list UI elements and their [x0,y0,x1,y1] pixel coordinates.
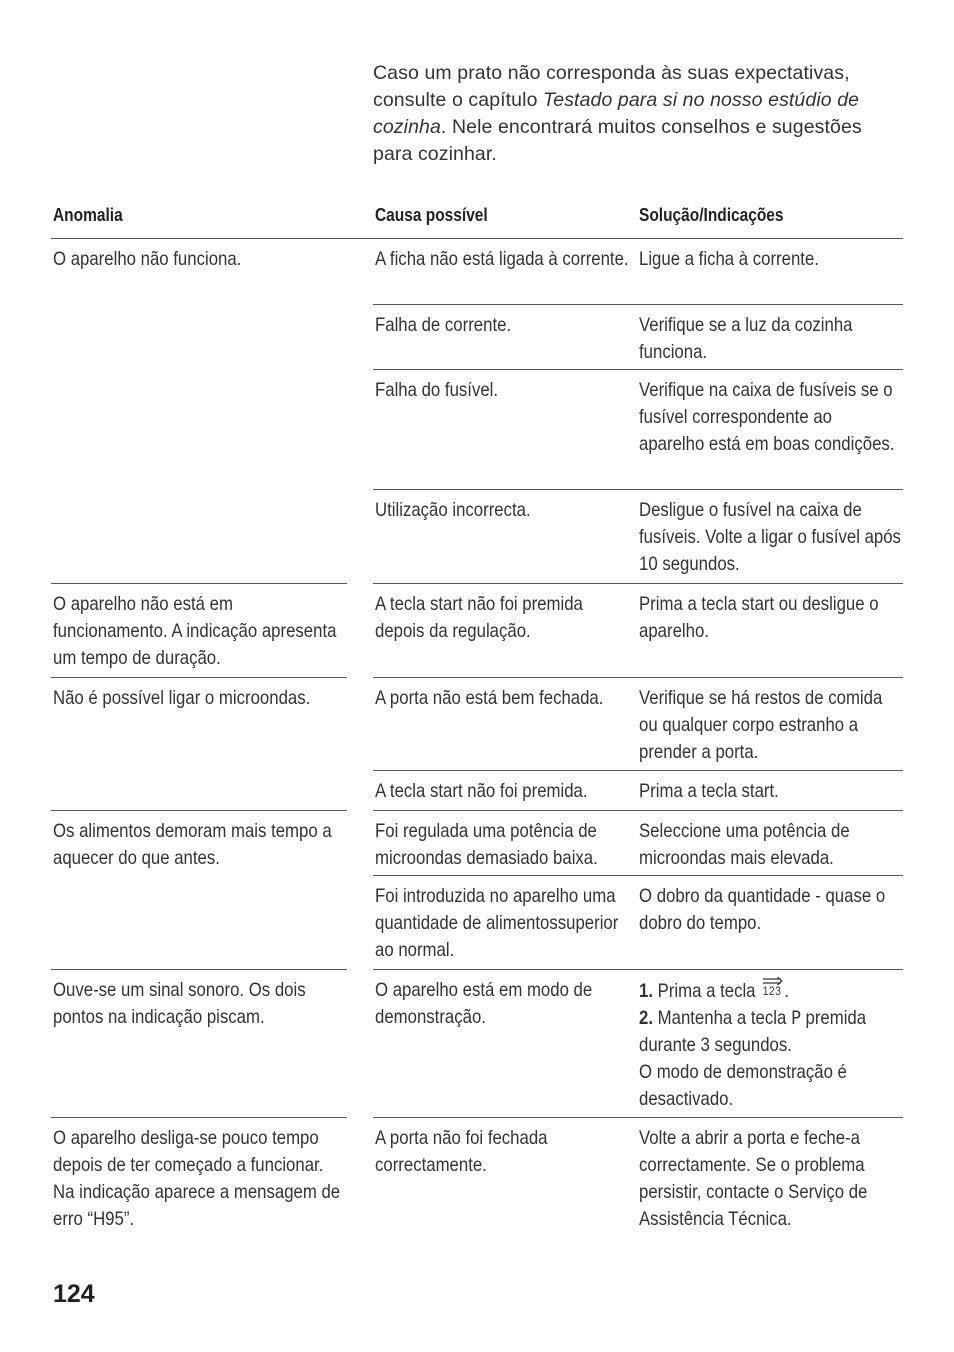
anomaly-cell: O aparelho desliga-se pouco tempo depois de ter começado a funcionar. Na indicação aparece a mensagem de erro “H95”. [53,1127,341,1230]
intro-text-2: . Nele encontrará muitos conselhos e sugestões para cozinhar. [373,116,862,165]
solution-cell: Seleccione uma potência de microondas mais elevada. [639,820,850,869]
row-divider [373,489,903,490]
cause-cell: Falha do fusível. [375,379,499,401]
solution-cell: Ligue a ficha à corrente. [639,248,819,270]
group-divider-cause [373,810,903,811]
step-text-end: . [784,980,789,1002]
solution-cell: Prima a tecla start ou desligue o aparelho. [639,593,879,642]
cause-cell: A tecla start não foi premida depois da regulação. [375,593,583,642]
anomaly-cell: Ouve-se um sinal sonoro. Os dois pontos na indicação piscam. [53,979,306,1028]
group-divider-anomaly [51,969,347,970]
group-divider-cause [373,583,903,584]
step-text: Mantenha a tecla [657,1007,791,1029]
cause-cell: Foi introduzida no aparelho uma quantidade de alimentossuperior ao normal. [375,885,619,961]
group-divider-anomaly [51,1117,347,1118]
solution-cell: O dobro da quantidade - quase o dobro do tempo. [639,885,886,934]
step-text-end: premida durante 3 segundos. [639,1007,867,1056]
row-divider [373,304,903,305]
step-text: Prima a tecla [657,980,761,1002]
cause-cell: A tecla start não foi premida. [375,780,588,802]
intro-chapter-reference: Testado para si no nosso estúdio de cozinha [373,89,860,138]
group-divider-cause [373,677,903,678]
anomaly-cell: O aparelho não funciona. [53,248,242,270]
solution-step [639,1005,901,1059]
cause-cell: O aparelho está em modo de demonstração. [375,979,593,1028]
anomaly-cell: Não é possível ligar o microondas. [53,687,311,709]
cause-cell: Utilização incorrecta. [375,499,531,521]
header-cause: Causa possível [375,205,488,225]
cause-cell: A porta não está bem fechada. [375,687,604,709]
cause-cell: A porta não foi fechada correctamente. [375,1127,548,1176]
solution-cell: Verifique se há restos de comida ou qualquer corpo estranho a prender a porta. [639,687,883,763]
cause-cell: Foi regulada uma potência de microondas demasiado baixa. [375,820,598,869]
header-divider [51,238,903,239]
page-number: 124 [53,1280,95,1308]
solution-cell: Prima a tecla start. [639,780,779,802]
solution-cell: Verifique se a luz da cozinha funciona. [639,314,853,363]
group-divider-cause [373,969,903,970]
demo-arrow-key-icon [762,977,784,999]
solution-cell: Verifique na caixa de fusíveis se o fusível correspondente ao aparelho está em boas condições. [639,379,895,455]
cause-cell: Falha de corrente. [375,314,512,336]
solution-cell: Desligue o fusível na caixa de fusíveis. Volte a ligar o fusível após 10 segundos. [639,499,901,575]
row-divider [373,875,903,876]
group-divider-anomaly [51,677,347,678]
group-divider-anomaly [51,810,347,811]
intro-text-1: Caso um prato não corresponda às suas expectativas, consulte o capítulo [373,62,850,111]
solution-step [639,977,901,1005]
group-divider-anomaly [51,583,347,584]
icon-digits: 123 [762,984,782,998]
solution-note: O modo de demonstração é desactivado. [639,1061,847,1110]
solution-cell: Volte a abrir a porta e feche-a correctamente. Se o problema persistir, contacte o Serviço de Assistência Técnica. [639,1127,868,1230]
p-key-symbol: P [790,1007,801,1029]
header-anomaly: Anomalia [53,205,123,225]
row-divider [373,770,903,771]
group-divider-cause [373,1117,903,1118]
header-solution: Solução/Indicações [639,205,784,225]
cause-cell: A ficha não está ligada à corrente. [375,248,629,270]
solution-cell [639,977,901,1113]
row-divider [373,369,903,370]
step-number: 2. [639,1007,653,1029]
anomaly-cell: Os alimentos demoram mais tempo a aquecer do que antes. [53,820,332,869]
step-number: 1. [639,980,653,1002]
anomaly-cell: O aparelho não está em funcionamento. A indicação apresenta um tempo de duração. [53,593,337,669]
